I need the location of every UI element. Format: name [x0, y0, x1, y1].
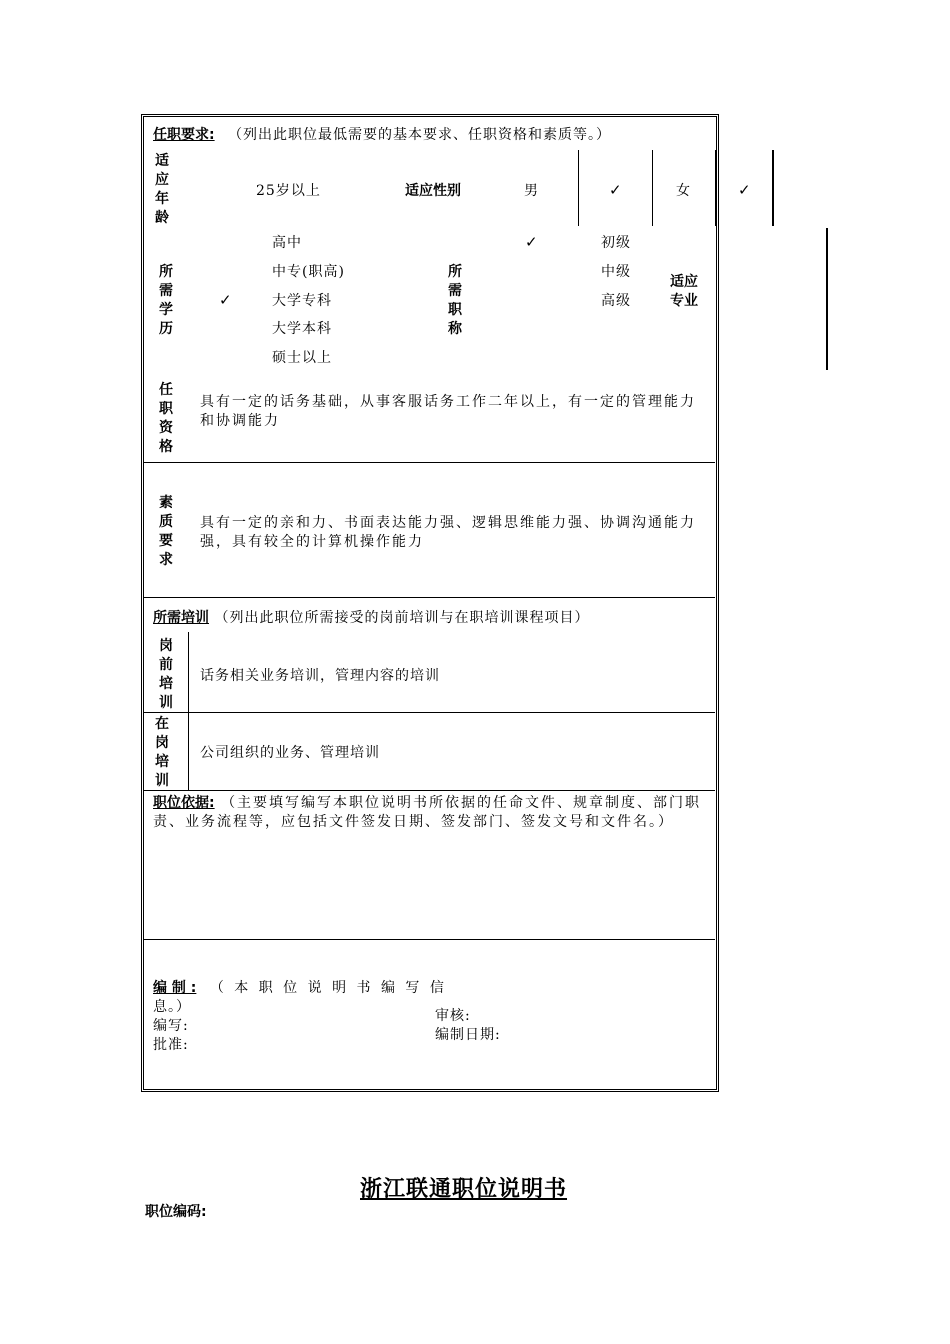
cell-divider	[578, 150, 579, 226]
title-label: 所需职称	[448, 264, 462, 337]
onjob-training-text: 公司组织的业务、管理培训	[200, 745, 380, 761]
requirements-note: （列出此职位最低需要的基本要求、任职资格和素质等。）	[228, 127, 612, 143]
title-level: 中级	[601, 264, 631, 280]
row-divider	[144, 597, 715, 598]
writer-label: 编写:	[153, 1018, 189, 1034]
check-icon: ✓	[609, 181, 622, 199]
reviewer-label: 审核:	[435, 1008, 471, 1024]
education-option: 硕士以上	[272, 350, 332, 366]
education-option: 高中	[272, 235, 302, 251]
cell-divider	[715, 150, 716, 226]
cell-divider	[188, 632, 189, 790]
position-code-label: 职位编码:	[145, 1204, 207, 1220]
education-option: 大学本科	[272, 321, 332, 337]
requirements-table	[143, 116, 717, 1090]
check-icon: ✓	[219, 291, 232, 309]
document-title: 浙江联通职位说明书	[360, 1177, 568, 1202]
education-option: 中专(职高)	[272, 264, 345, 280]
quality-text: 具有一定的亲和力、书面表达能力强、逻辑思维能力强、协调沟通能力强，具有较全的计算机操作能力	[200, 515, 696, 550]
row-divider	[144, 712, 715, 713]
basis-title: 职位依据:	[153, 795, 215, 811]
gender-label: 适应性别	[405, 183, 461, 199]
cell-divider	[826, 228, 828, 370]
requirements-title: 任职要求:	[153, 127, 215, 143]
check-icon: ✓	[525, 233, 538, 251]
pre-training-label: 岗前培训	[159, 638, 173, 711]
education-label: 所需学历	[159, 264, 173, 337]
age-value: 25岁以上	[256, 183, 321, 199]
training-title: 所需培训	[153, 610, 209, 626]
education-option: 大学专科	[272, 293, 332, 309]
compile-title: 编 制 :	[153, 980, 197, 996]
gender-male: 男	[524, 183, 539, 199]
cell-divider	[772, 150, 774, 226]
basis-note: （主要填写编写本职位说明书所依据的任命文件、规章制度、部门职责、业务流程等，应包括文件签发日期、签发部门、签发文号和文件名。）	[153, 795, 702, 830]
approver-label: 批准:	[153, 1037, 189, 1053]
check-icon: ✓	[738, 181, 751, 199]
qualification-text: 具有一定的话务基础，从事客服话务工作二年以上，有一定的管理能力和协调能力	[200, 394, 696, 429]
pre-training-text: 话务相关业务培训，管理内容的培训	[200, 668, 440, 684]
qualification-label: 任职资格	[159, 382, 173, 455]
onjob-training-label: 在岗培训	[155, 716, 169, 789]
cell-divider	[652, 150, 653, 226]
gender-female: 女	[676, 183, 691, 199]
compile-note: （ 本 职 位 说 明 书 编 写 信	[209, 980, 447, 996]
row-divider	[144, 790, 715, 791]
training-note: （列出此职位所需接受的岗前培训与在职培训课程项目）	[214, 610, 590, 626]
age-label: 适应年龄	[155, 153, 169, 226]
row-divider	[144, 939, 715, 940]
major-label: 适应专业	[670, 274, 698, 309]
date-label: 编制日期:	[435, 1027, 501, 1043]
compile-note-cont: 息。）	[153, 999, 191, 1015]
row-divider	[144, 462, 715, 463]
title-level: 初级	[601, 235, 631, 251]
title-level: 高级	[601, 293, 631, 309]
quality-label: 素质要求	[159, 495, 173, 568]
